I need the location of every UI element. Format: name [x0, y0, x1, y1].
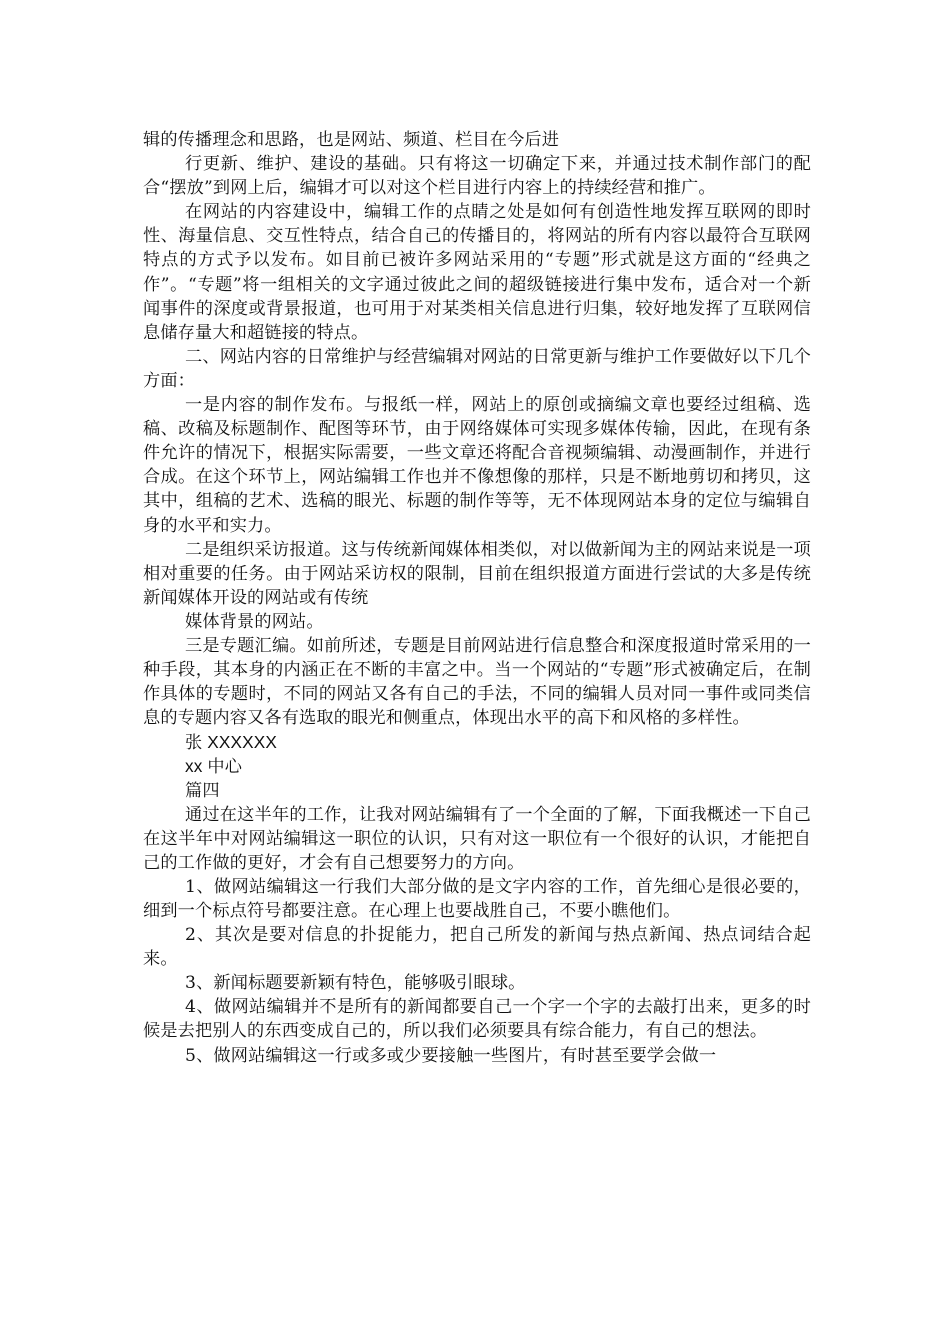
paragraph-8: 三是专题汇编。如前所述，专题是目前网站进行信息整合和深度报道时常采用的一种手段，其本身的内涵正在不断的丰富之中。当一个网站的“专题”形式被确定后，在制作具体的专题时，不同的网站又各有自己的手法，不同的编辑人员对同一事件或同类信息的专题内容又各有选取的眼光和侧重点，体现出水平的高下和风格的多样性。 [143, 635, 811, 729]
list-item-5: 5、做网站编辑这一行或多或少要接触一些图片，有时甚至要学会做一 [185, 1045, 717, 1066]
author-name: 张 XXXXXX [185, 732, 277, 753]
list-item-3: 3、新闻标题要新颖有特色，能够吸引眼球。 [185, 973, 526, 994]
paragraph-7: 媒体背景的网站。 [185, 611, 324, 632]
section-heading: 篇四 [185, 780, 220, 801]
list-item-1: 1、做网站编辑这一行我们大部分做的是文字内容的工作，首先细心是很必要的，细到一个标点符号都要注意。在心理上也要战胜自己，不要小瞧他们。 [143, 876, 811, 921]
paragraph-1: 辑的传播理念和思路，也是网站、频道、栏目在今后进 [143, 130, 560, 150]
paragraph-6: 二是组织采访报道。这与传统新闻媒体相类似，对以做新闻为主的网站来说是一项相对重要的任务。由于网站采访权的限制，目前在组织报道方面进行尝试的大多是传统新闻媒体开设的网站或有传统 [143, 539, 811, 608]
paragraph-12: 通过在这半年的工作，让我对网站编辑有了一个全面的了解，下面我概述一下自己在这半年中对网站编辑这一职位的认识，只有对这一职位有一个很好的认识，才能把自己的工作做的更好，才会有自己想要努力的方向。 [143, 804, 811, 873]
paragraph-4: 二、网站内容的日常维护与经营编辑对网站的日常更新与维护工作要做好以下几个方面： [143, 346, 811, 391]
paragraph-3: 在网站的内容建设中，编辑工作的点睛之处是如何有创造性地发挥互联网的即时性、海量信息、交互性特点，结合自己的传播目的，将网站的所有内容以最符合互联网特点的方式予以发布。如目前已被许多网站采用的“专题”形式就是这方面的“经典之作”。“专题”将一组相关的文字通过彼此之间的超级链接进行集中发布，适合对一个新闻事件的深度或背景报道，也可用于对某类相关信息进行归集，较好地发挥了互联网信息储存量大和超链接的特点。 [143, 202, 811, 343]
paragraph-5: 一是内容的制作发布。与报纸一样，网站上的原创或摘编文章也要经过组稿、选稿、改稿及标题制作、配图等环节，由于网络媒体可实现多媒体传输，因此，在现有条件允许的情况下，根据实际需要，一些文章还将配合音视频编辑、动漫画制作，并进行合成。在这个环节上，网站编辑工作也并不像想像的那样，只是不断地剪切和拷贝，这其中，组稿的艺术、选稿的眼光、标题的制作等等，无不体现网站本身的定位与编辑自身的水平和实力。 [143, 395, 811, 536]
document-page [143, 128, 811, 1068]
list-item-4: 4、做网站编辑并不是所有的新闻都要自己一个字一个字的去敲打出来，更多的时候是去把别人的东西变成自己的，所以我们必须要具有综合能力，有自己的想法。 [143, 997, 811, 1042]
author-organization: xx 中心 [185, 756, 243, 777]
list-item-2: 2、其次是要对信息的扑捉能力，把自己所发的新闻与热点新闻、热点词结合起来。 [143, 925, 811, 970]
paragraph-2: 行更新、维护、建设的基础。只有将这一切确定下来，并通过技术制作部门的配合“摆放”到网上后，编辑才可以对这个栏目进行内容上的持续经营和推广。 [143, 154, 811, 199]
